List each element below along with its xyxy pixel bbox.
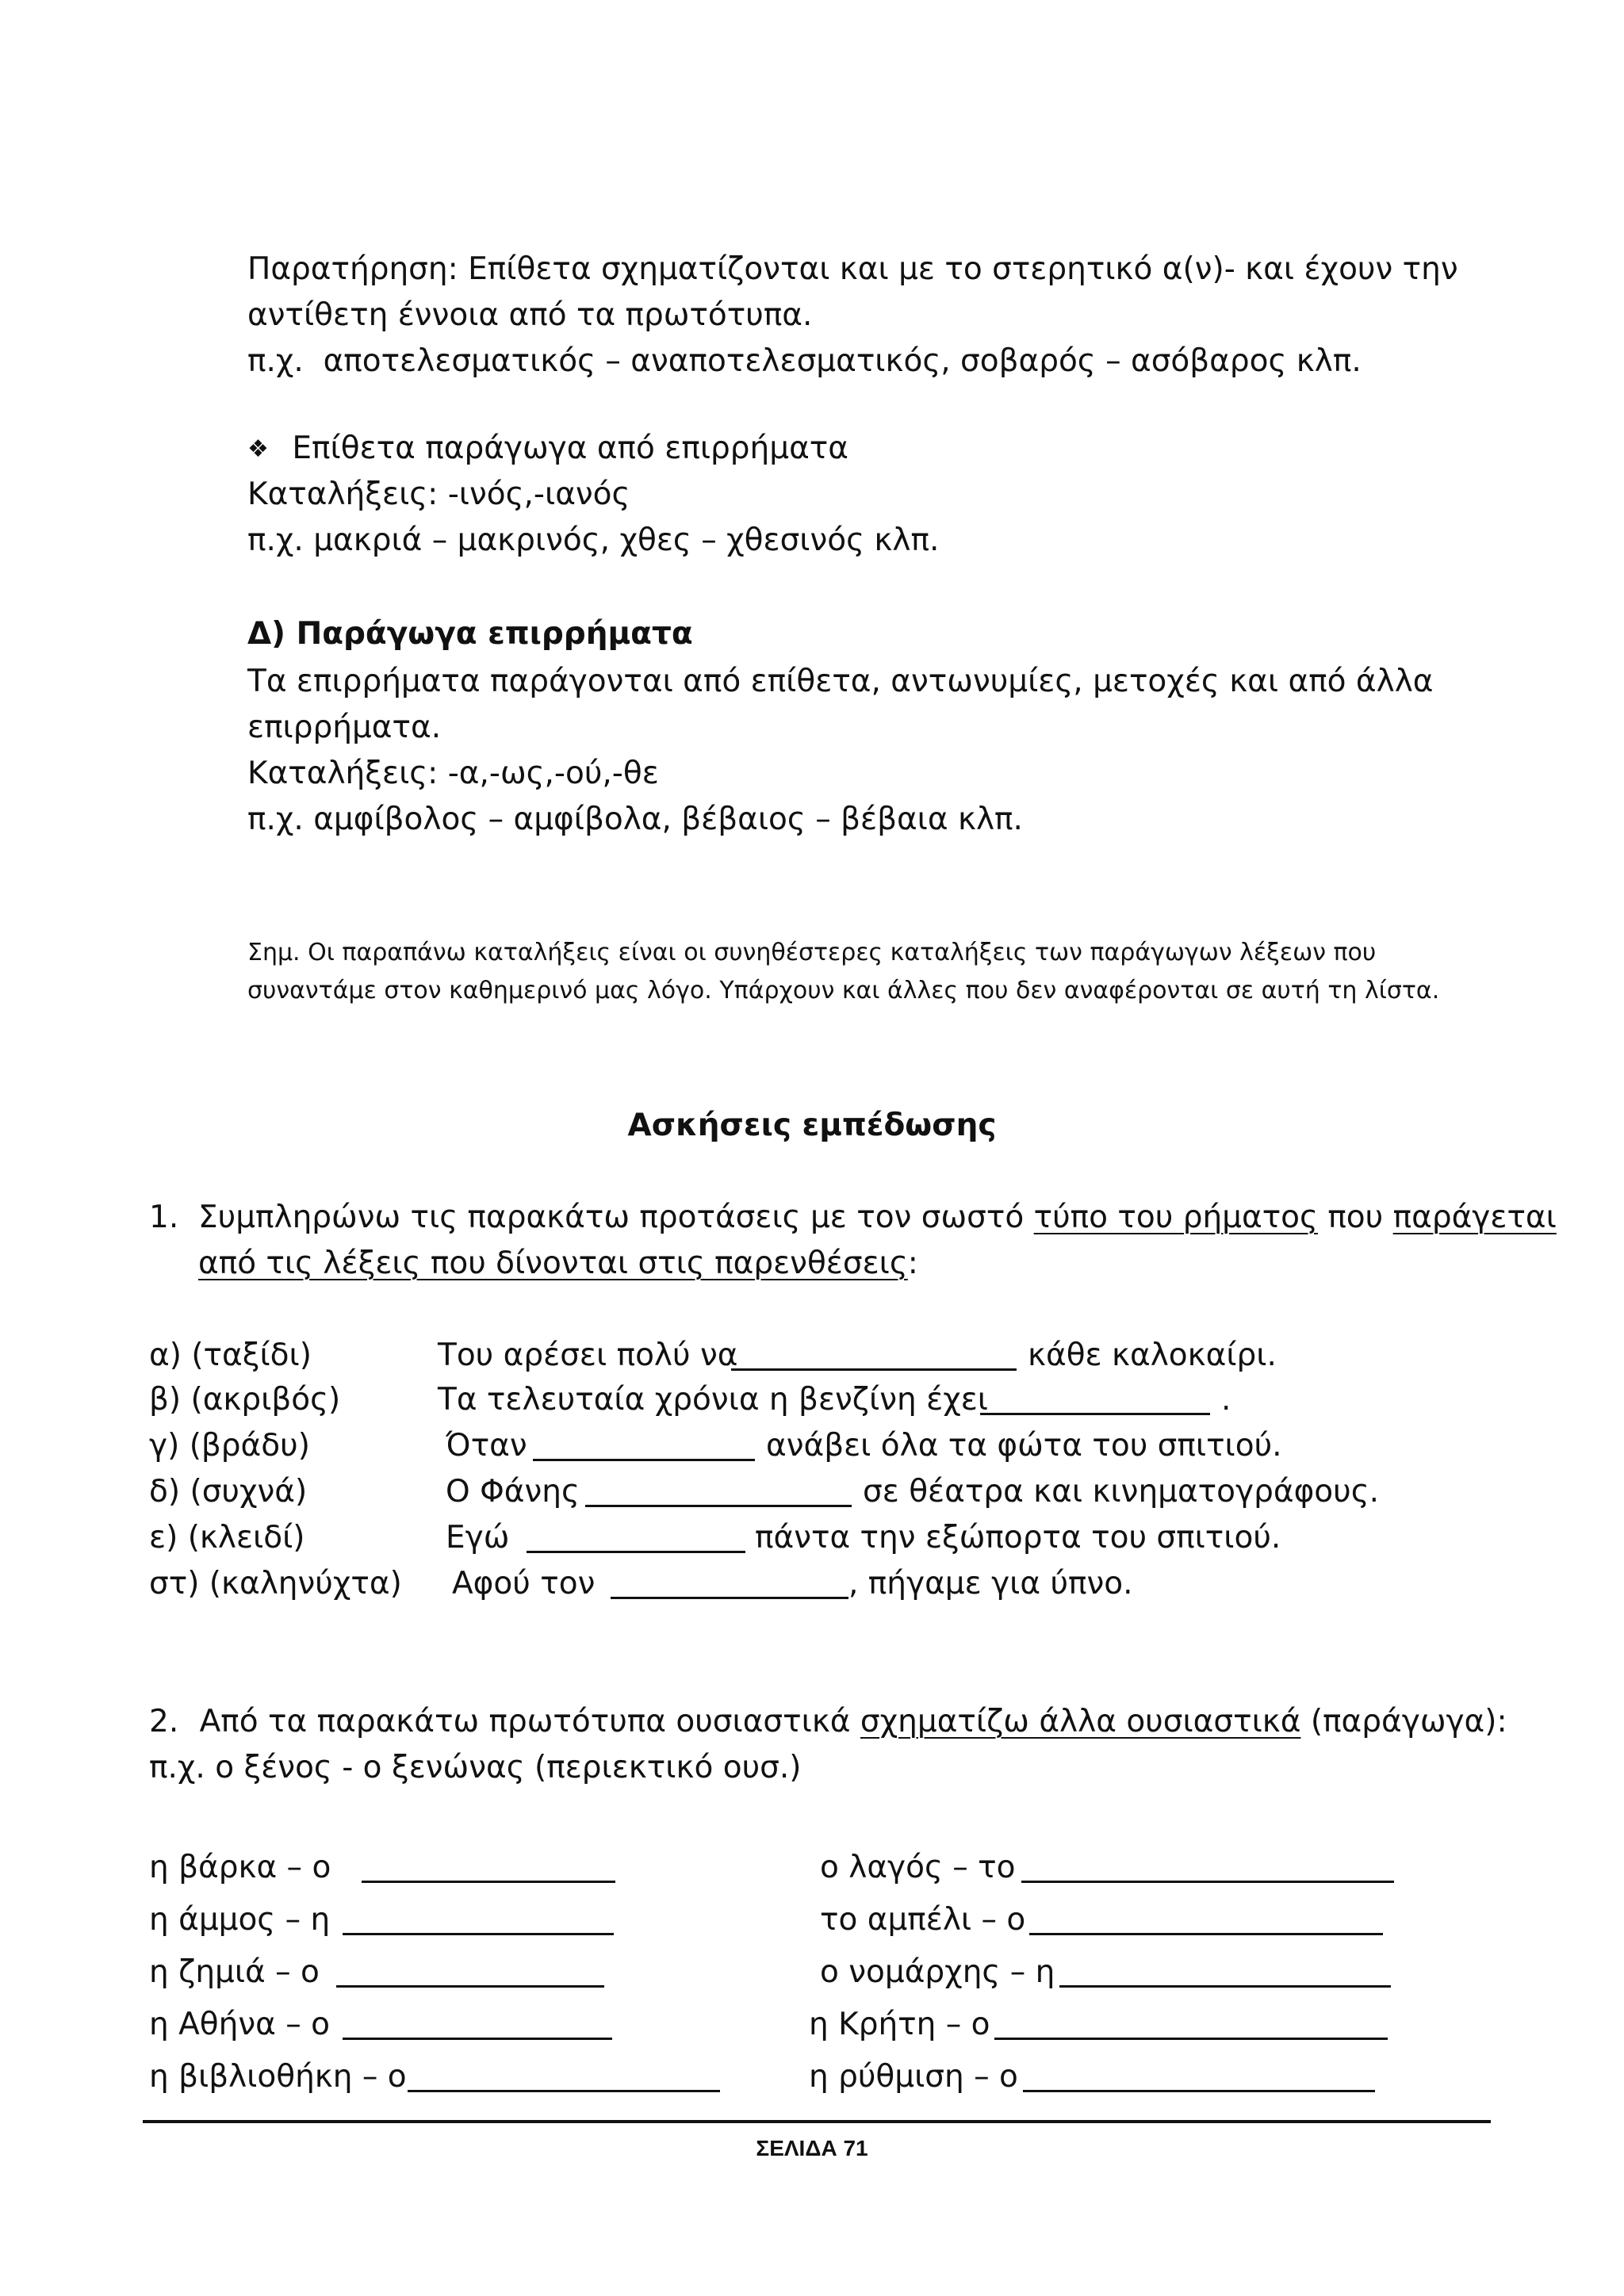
exercise-2-number: 2.	[149, 1704, 179, 1739]
ex2-right-prompt: η Κρήτη – ο	[809, 2007, 990, 2042]
instruction-text: (παράγωγα):	[1300, 1704, 1507, 1739]
ex2-right-blank[interactable]	[1023, 2090, 1375, 2092]
ex2-left-blank[interactable]	[362, 1881, 615, 1883]
ex2-right-blank[interactable]	[1059, 1985, 1391, 1988]
ex2-left-prompt: η ζημιά – ο	[149, 1954, 320, 1990]
ex1-item-before: Του αρέσει πολύ να	[438, 1337, 738, 1373]
ex1-item-label: δ) (συχνά)	[149, 1474, 308, 1510]
ex1-item-blank[interactable]	[585, 1505, 852, 1507]
ex1-item-before: Ο Φάνης	[446, 1474, 580, 1510]
adj-example: π.χ. μακριά – μακρινός, χθες – χθεσινός κλπ.	[247, 522, 940, 558]
exercise-2-example: π.χ. ο ξένος - ο ξενώνας (περιεκτικό ουσ.)	[149, 1750, 802, 1785]
adj-from-adverbs-title: Επίθετα παράγωγα από επιρρήματα	[292, 430, 848, 466]
instruction-underlined: παράγεται	[1392, 1200, 1557, 1235]
derived-adverbs-line-1: Τα επιρρήματα παράγονται από επίθετα, αντωνυμίες, μετοχές και από άλλα	[247, 664, 1434, 699]
ex1-item-label: στ) (καληνύχτα)	[149, 1566, 402, 1601]
exercise-1-number: 1.	[149, 1200, 179, 1235]
instruction-text: :	[907, 1246, 918, 1281]
ex2-right-prompt: ο λαγός – το	[820, 1850, 1016, 1885]
adj-from-adverbs-title-row	[247, 428, 848, 470]
derived-adverbs-example: π.χ. αμφίβολος – αμφίβολα, βέβαιος – βέβαια κλπ.	[247, 802, 1023, 837]
footer-divider	[143, 2120, 1491, 2123]
exercise-1-instruction-line-1	[198, 1197, 1557, 1238]
note-line-1: Παρατήρηση: Επίθετα σχηματίζονται και με το στερητικό α(ν)- και έχουν την	[247, 251, 1458, 287]
derived-adverbs-line-2: επιρρήματα.	[247, 710, 442, 745]
ex2-left-prompt: η Αθήνα – ο	[149, 2007, 331, 2042]
ex1-item-blank[interactable]	[611, 1597, 848, 1599]
ex1-item-blank[interactable]	[533, 1459, 755, 1461]
adj-endings: Καταλήξεις: -ινός,-ιανός	[247, 476, 630, 512]
ex1-item-before: Αφού τον	[452, 1566, 596, 1601]
note-line-3: π.χ. αποτελεσματικός – αναποτελεσματικός, σοβαρός – ασόβαρος κλπ.	[247, 343, 1362, 379]
instruction-text: που	[1317, 1200, 1393, 1235]
ex2-left-blank[interactable]	[408, 2090, 720, 2092]
ex1-item-after: σε θέατρα και κινηματογράφους.	[863, 1474, 1380, 1510]
ex2-left-prompt: η άμμος – η	[149, 1902, 331, 1938]
ex1-item-before: Όταν	[446, 1428, 527, 1464]
ex1-item-blank[interactable]	[980, 1413, 1210, 1415]
instruction-text: Συμπληρώνω τις παρακάτω προτάσεις με τον σωστό	[198, 1200, 1034, 1235]
ex1-item-after: .	[1221, 1382, 1231, 1418]
ex2-right-prompt: η ρύθμιση – ο	[809, 2059, 1018, 2095]
remark-line-2: συναντάμε στον καθημερινό μας λόγο. Υπάρχουν και άλλες που δεν αναφέρονται σε αυτή τη λίστα.	[247, 977, 1440, 1004]
ex2-right-blank[interactable]	[1029, 1933, 1383, 1935]
ex1-item-before: Τα τελευταία χρόνια η βενζίνη έχει	[438, 1382, 989, 1418]
ex1-item-label: γ) (βράδυ)	[149, 1428, 310, 1464]
instruction-underlined: σχηματίζω άλλα ουσιαστικά	[860, 1704, 1301, 1739]
ex2-left-blank[interactable]	[343, 2038, 612, 2040]
ex1-item-blank[interactable]	[731, 1368, 1017, 1371]
ex2-right-prompt: ο νομάρχης – η	[820, 1954, 1055, 1990]
ex1-item-after: , πήγαμε για ύπνο.	[848, 1566, 1133, 1601]
ex1-item-after: ανάβει όλα τα φώτα του σπιτιού.	[766, 1428, 1282, 1464]
derived-adverbs-heading: Δ) Παράγωγα επιρρήματα	[247, 616, 693, 652]
ex2-left-prompt: η βιβλιοθήκη – ο	[149, 2059, 407, 2095]
ex2-right-prompt: το αμπέλι – ο	[820, 1902, 1026, 1938]
exercises-title: Ασκήσεις εμπέδωσης	[627, 1108, 997, 1143]
ex1-item-label: ε) (κλειδί)	[149, 1520, 305, 1556]
exercise-2-instruction	[149, 1701, 1507, 1743]
remark-line-1: Σημ. Οι παραπάνω καταλήξεις είναι οι συνηθέστερες καταλήξεις των παράγωγων λέξεων που	[247, 939, 1377, 966]
ex1-item-after: πάντα την εξώπορτα του σπιτιού.	[755, 1520, 1281, 1556]
ex2-right-blank[interactable]	[1021, 1881, 1394, 1883]
ex2-left-prompt: η βάρκα – ο	[149, 1850, 331, 1885]
instruction-underlined: από τις λέξεις που δίνονται στις παρενθέσεις	[198, 1246, 908, 1281]
ex1-item-label: β) (ακριβός)	[149, 1382, 341, 1418]
ex2-left-blank[interactable]	[336, 1985, 604, 1988]
ex2-right-blank[interactable]	[994, 2038, 1388, 2040]
ex1-item-after: κάθε καλοκαίρι.	[1028, 1337, 1277, 1373]
ex1-item-before: Εγώ	[446, 1520, 510, 1556]
four-petal-diamond-icon: ❖	[247, 435, 269, 463]
instruction-underlined: τύπο του ρήματος	[1033, 1200, 1318, 1235]
page-number: ΣΕΛΙΔΑ 71	[756, 2136, 868, 2160]
note-line-2: αντίθετη έννοια από τα πρωτότυπα.	[247, 297, 813, 333]
derived-adverbs-endings: Καταλήξεις: -α,-ως,-ού,-θε	[247, 756, 659, 791]
exercise-1-instruction-line-2	[198, 1243, 918, 1284]
ex1-item-blank[interactable]	[527, 1551, 745, 1553]
instruction-text: Από τα παρακάτω πρωτότυπα ουσιαστικά	[199, 1704, 860, 1739]
ex1-item-label: α) (ταξίδι)	[149, 1337, 312, 1373]
ex2-left-blank[interactable]	[343, 1933, 614, 1935]
